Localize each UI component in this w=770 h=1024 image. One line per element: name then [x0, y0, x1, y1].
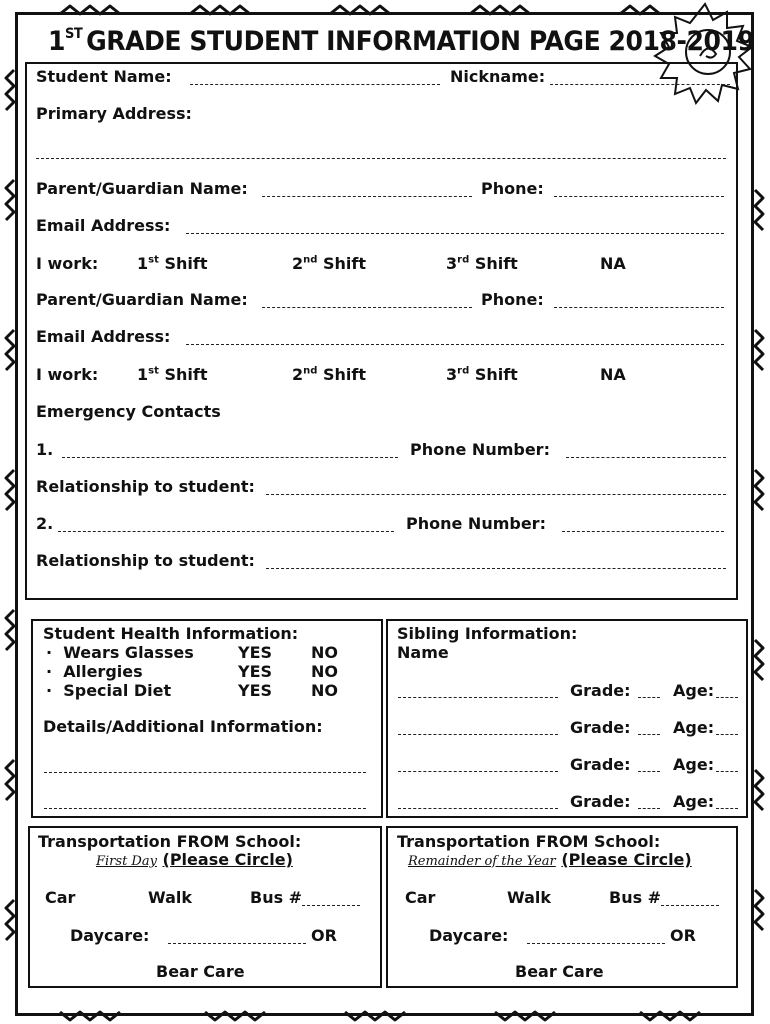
details-field-line2[interactable]: [44, 808, 366, 809]
sibling3-grade-label: Grade:: [570, 755, 631, 774]
sibling2-name-field[interactable]: [398, 734, 558, 735]
guardian2-phone-field[interactable]: [554, 307, 724, 308]
contact2-number: 2.: [36, 514, 54, 533]
sibling2-age-label: Age:: [673, 718, 715, 737]
remainder-bear-care-option[interactable]: Bear Care: [515, 962, 604, 981]
remainder-daycare-field[interactable]: [527, 943, 665, 944]
guardian1-phone-label: Phone:: [481, 179, 544, 198]
guardian1-shift3-option[interactable]: 3rd Shift: [446, 254, 518, 273]
guardian1-shift2-option[interactable]: 2nd Shift: [292, 254, 367, 273]
sibling3-grade-field[interactable]: [638, 771, 660, 772]
sibling1-grade-label: Grade:: [570, 681, 631, 700]
sibling3-name-field[interactable]: [398, 771, 558, 772]
guardian2-phone-label: Phone:: [481, 290, 544, 309]
sibling-info-heading: Sibling Information:: [397, 624, 578, 643]
first-day-or-label: OR: [311, 926, 337, 945]
remainder-or-label: OR: [670, 926, 696, 945]
guardian2-shift2-option[interactable]: 2nd Shift: [292, 365, 367, 384]
contact1-number: 1.: [36, 440, 54, 459]
page-title: 1ST GRADE STUDENT INFORMATION PAGE 2018-2019: [48, 26, 755, 57]
remainder-walk-option[interactable]: Walk: [507, 888, 551, 907]
guardian2-email-field[interactable]: [186, 344, 724, 345]
guardian1-email-label: Email Address:: [36, 216, 171, 235]
sibling2-grade-label: Grade:: [570, 718, 631, 737]
first-day-walk-option[interactable]: Walk: [148, 888, 192, 907]
sibling3-age-field[interactable]: [716, 771, 738, 772]
primary-address-field[interactable]: [36, 158, 726, 159]
contact2-name-field[interactable]: [58, 531, 394, 532]
sibling4-name-field[interactable]: [398, 808, 558, 809]
contact2-phone-field[interactable]: [562, 531, 724, 532]
sibling2-grade-field[interactable]: [638, 734, 660, 735]
allergies-no-option[interactable]: NO: [311, 662, 338, 681]
guardian2-work-label: I work:: [36, 365, 99, 384]
transport-remainder-subheading: Remainder of the Year (Please Circle): [408, 850, 692, 869]
contact2-relationship-field[interactable]: [266, 568, 726, 569]
transport-first-day-heading: Transportation FROM School:: [38, 832, 302, 851]
contact1-relationship-field[interactable]: [266, 494, 726, 495]
student-name-label: Student Name:: [36, 67, 172, 86]
guardian2-email-label: Email Address:: [36, 327, 171, 346]
contact1-name-field[interactable]: [62, 457, 398, 458]
wears-glasses-yes-option[interactable]: YES: [238, 643, 273, 662]
allergies-label: · Allergies: [46, 662, 143, 681]
remainder-bus-number-field[interactable]: [661, 905, 719, 906]
first-day-bus-option[interactable]: Bus #: [250, 888, 303, 907]
first-day-daycare-field[interactable]: [168, 943, 306, 944]
guardian1-name-label: Parent/Guardian Name:: [36, 179, 248, 198]
special-diet-label: · Special Diet: [46, 681, 172, 700]
transport-first-day-subheading: First Day (Please Circle): [96, 850, 293, 869]
guardian1-shift1-option[interactable]: 1st Shift: [137, 254, 208, 273]
nickname-field[interactable]: [550, 84, 730, 85]
special-diet-yes-option[interactable]: YES: [238, 681, 273, 700]
emergency-contacts-heading: Emergency Contacts: [36, 402, 221, 421]
sibling4-age-label: Age:: [673, 792, 715, 811]
guardian2-na-option[interactable]: NA: [600, 365, 626, 384]
sibling4-grade-field[interactable]: [638, 808, 660, 809]
guardian1-email-field[interactable]: [186, 233, 724, 234]
transport-remainder-heading: Transportation FROM School:: [397, 832, 661, 851]
sibling1-age-label: Age:: [673, 681, 715, 700]
sibling4-age-field[interactable]: [716, 808, 738, 809]
remainder-bus-option[interactable]: Bus #: [609, 888, 662, 907]
contact2-phone-label: Phone Number:: [406, 514, 546, 533]
guardian1-work-label: I work:: [36, 254, 99, 273]
wears-glasses-label: · Wears Glasses: [46, 643, 194, 662]
guardian2-shift3-option[interactable]: 3rd Shift: [446, 365, 518, 384]
sibling1-age-field[interactable]: [716, 697, 738, 698]
wears-glasses-no-option[interactable]: NO: [311, 643, 338, 662]
details-field-line1[interactable]: [44, 772, 366, 773]
special-diet-no-option[interactable]: NO: [311, 681, 338, 700]
allergies-yes-option[interactable]: YES: [238, 662, 273, 681]
contact1-phone-label: Phone Number:: [410, 440, 550, 459]
first-day-bus-number-field[interactable]: [302, 905, 360, 906]
sibling4-grade-label: Grade:: [570, 792, 631, 811]
remainder-daycare-label: Daycare:: [429, 926, 509, 945]
sibling2-age-field[interactable]: [716, 734, 738, 735]
guardian2-shift1-option[interactable]: 1st Shift: [137, 365, 208, 384]
guardian1-phone-field[interactable]: [554, 196, 724, 197]
remainder-car-option[interactable]: Car: [405, 888, 436, 907]
first-day-car-option[interactable]: Car: [45, 888, 76, 907]
sibling1-grade-field[interactable]: [638, 697, 660, 698]
contact1-relationship-label: Relationship to student:: [36, 477, 255, 496]
guardian1-na-option[interactable]: NA: [600, 254, 626, 273]
guardian1-name-field[interactable]: [262, 196, 472, 197]
first-day-daycare-label: Daycare:: [70, 926, 150, 945]
sibling3-age-label: Age:: [673, 755, 715, 774]
guardian2-name-label: Parent/Guardian Name:: [36, 290, 248, 309]
guardian2-name-field[interactable]: [262, 307, 472, 308]
sibling1-name-field[interactable]: [398, 697, 558, 698]
student-name-field[interactable]: [190, 84, 440, 85]
contact2-relationship-label: Relationship to student:: [36, 551, 255, 570]
details-label: Details/Additional Information:: [43, 717, 323, 736]
primary-address-label: Primary Address:: [36, 104, 192, 123]
contact1-phone-field[interactable]: [566, 457, 726, 458]
health-info-heading: Student Health Information:: [43, 624, 299, 643]
sibling-name-column-label: Name: [397, 643, 449, 662]
first-day-bear-care-option[interactable]: Bear Care: [156, 962, 245, 981]
nickname-label: Nickname:: [450, 67, 546, 86]
